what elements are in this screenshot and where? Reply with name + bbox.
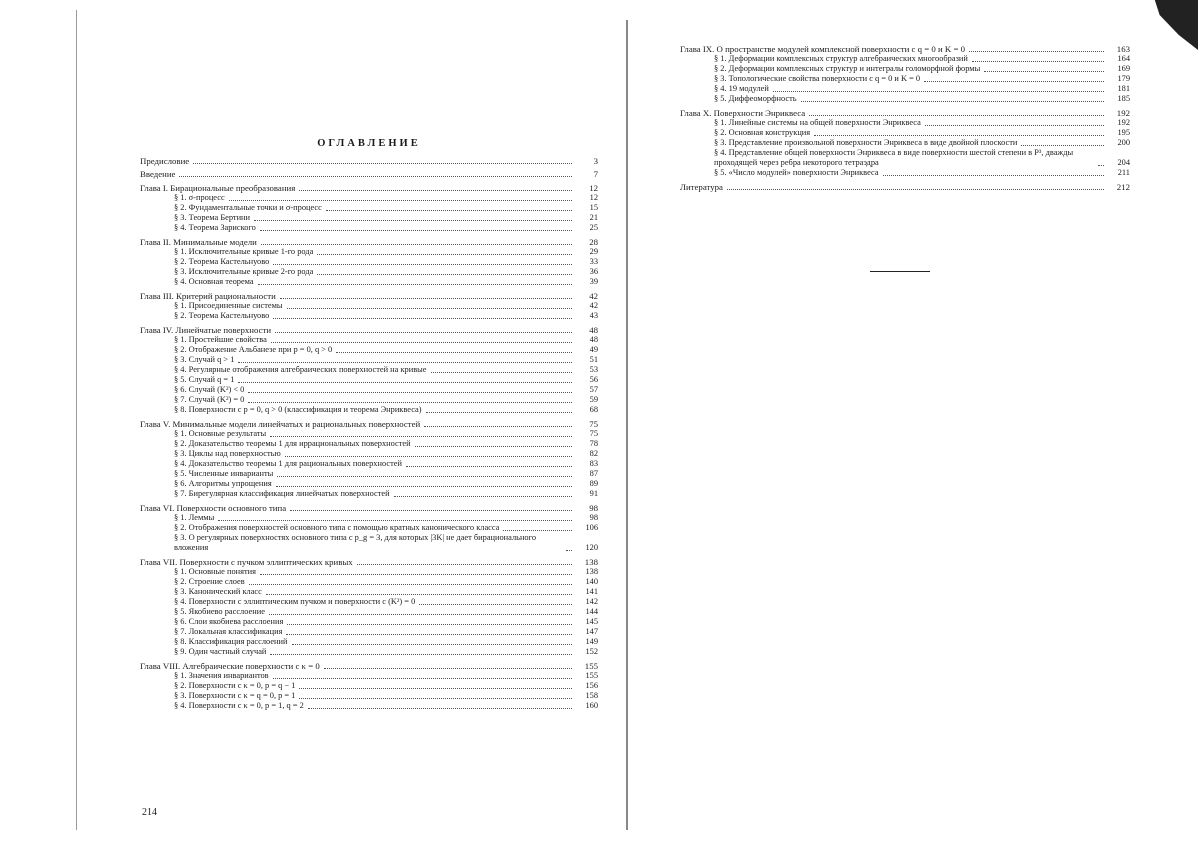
toc-section-entry bbox=[140, 567, 598, 577]
dot-leader bbox=[287, 624, 572, 625]
entry-page-number: 57 bbox=[589, 385, 598, 394]
entry-title: Глава VII. Поверхности с пучком эллиптических кривых bbox=[140, 557, 353, 567]
entry-title: § 2. Отображение Альбанезе при p = 0, q > 0 bbox=[174, 345, 333, 354]
dot-leader bbox=[415, 446, 572, 447]
dot-leader bbox=[287, 308, 572, 309]
entry-page-number: 15 bbox=[589, 203, 598, 212]
toc-section-entry bbox=[140, 267, 598, 277]
entry-page-number: 48 bbox=[589, 335, 598, 344]
entry-page-number: 53 bbox=[589, 365, 598, 374]
entry-page-number: 3 bbox=[593, 156, 598, 166]
dot-leader bbox=[925, 125, 1104, 126]
entry-page-number: 181 bbox=[1117, 84, 1130, 93]
dot-leader bbox=[249, 584, 572, 585]
toc-section-entry bbox=[140, 691, 598, 701]
entry-page-number: 39 bbox=[589, 277, 598, 286]
toc-section-entry bbox=[140, 385, 598, 395]
dot-leader bbox=[193, 163, 572, 164]
entry-title: § 2. Деформации комплексных структур и интегралы голоморфной формы bbox=[714, 64, 981, 73]
entry-page-number: 179 bbox=[1117, 74, 1130, 83]
entry-title: § 4. Доказательство теоремы 1 для рациональных поверхностей bbox=[174, 459, 402, 468]
entry-page-number: 21 bbox=[589, 213, 598, 222]
entry-title: Глава VIII. Алгебраические поверхности с κ = 0 bbox=[140, 661, 320, 671]
toc-chapter-entry bbox=[680, 108, 1130, 118]
toc-section-entry bbox=[140, 257, 598, 267]
entry-page-number: 98 bbox=[589, 503, 598, 513]
entry-page-number: 155 bbox=[585, 671, 598, 680]
dot-leader bbox=[266, 594, 572, 595]
entry-page-number: 83 bbox=[589, 459, 598, 468]
dot-leader bbox=[317, 274, 572, 275]
dot-leader bbox=[218, 520, 572, 521]
toc-section-entry bbox=[140, 395, 598, 405]
entry-page-number: 59 bbox=[589, 395, 598, 404]
entry-page-number: 48 bbox=[589, 325, 598, 335]
entry-page-number: 149 bbox=[585, 637, 598, 646]
entry-page-number: 192 bbox=[1116, 108, 1130, 118]
entry-page-number: 212 bbox=[1116, 182, 1130, 192]
entry-title: § 4. Поверхности с эллиптическим пучком и поверхности с (K²) = 0 bbox=[174, 597, 416, 606]
toc-section-entry bbox=[680, 118, 1130, 128]
dot-leader bbox=[972, 61, 1104, 62]
entry-page-number: 152 bbox=[585, 647, 598, 656]
entry-title: Введение bbox=[140, 169, 176, 179]
toc-section-entry bbox=[140, 335, 598, 345]
dot-leader bbox=[969, 51, 1104, 52]
toc-section-entry bbox=[140, 587, 598, 597]
toc-chapter-entry bbox=[140, 169, 598, 179]
toc-section-entry bbox=[140, 637, 598, 647]
entry-title: § 4. Теорема Зариского bbox=[174, 223, 256, 232]
entry-title: § 1. σ-процесс bbox=[174, 193, 225, 202]
entry-page-number: 120 bbox=[585, 543, 598, 552]
dot-leader bbox=[336, 352, 572, 353]
toc-section-entry bbox=[140, 533, 598, 553]
entry-title: § 2. Теорема Кастельнуово bbox=[174, 257, 270, 266]
toc-chapter-entry bbox=[140, 183, 598, 193]
scan-corner-mark bbox=[1150, 0, 1198, 50]
entry-page-number: 87 bbox=[589, 469, 598, 478]
dot-leader bbox=[984, 71, 1104, 72]
dot-leader bbox=[238, 382, 572, 383]
toc-chapter-entry bbox=[680, 44, 1130, 54]
dot-leader bbox=[727, 189, 1104, 190]
entry-page-number: 36 bbox=[589, 267, 598, 276]
dot-leader bbox=[357, 564, 572, 565]
toc-section-entry bbox=[140, 193, 598, 203]
entry-page-number: 204 bbox=[1117, 158, 1130, 167]
dot-leader bbox=[179, 176, 572, 177]
dot-leader bbox=[271, 342, 572, 343]
entry-title: § 2. Доказательство теоремы 1 для иррациональных поверхностей bbox=[174, 439, 411, 448]
entry-title: § 1. Леммы bbox=[174, 513, 215, 522]
entry-page-number: 138 bbox=[585, 567, 598, 576]
entry-title: § 6. Случай (K²) < 0 bbox=[174, 385, 245, 394]
toc-section-entry bbox=[140, 439, 598, 449]
entry-page-number: 158 bbox=[585, 691, 598, 700]
entry-title: § 1. Исключительные кривые 1-го рода bbox=[174, 247, 314, 256]
entry-title: § 6. Алгоритмы упрощения bbox=[174, 479, 272, 488]
entry-page-number: 91 bbox=[589, 489, 598, 498]
dot-leader bbox=[292, 644, 572, 645]
dot-leader bbox=[1021, 145, 1104, 146]
toc-section-entry bbox=[140, 647, 598, 657]
dot-leader bbox=[286, 634, 572, 635]
entry-page-number: 138 bbox=[584, 557, 598, 567]
entry-title: § 1. Простейшие свойства bbox=[174, 335, 267, 344]
entry-page-number: 141 bbox=[585, 587, 598, 596]
toc-chapter-entry bbox=[140, 503, 598, 513]
entry-page-number: 106 bbox=[585, 523, 598, 532]
entry-title: § 7. Локальная классификация bbox=[174, 627, 283, 636]
entry-title: Глава VI. Поверхности основного типа bbox=[140, 503, 287, 513]
toc-section-entry bbox=[680, 54, 1130, 64]
entry-page-number: 42 bbox=[589, 291, 598, 301]
dot-leader bbox=[773, 91, 1104, 92]
entry-title: § 3. Случай q > 1 bbox=[174, 355, 235, 364]
dot-leader bbox=[424, 426, 572, 427]
toc-chapter-entry bbox=[140, 291, 598, 301]
toc-section-entry bbox=[680, 64, 1130, 74]
entry-page-number: 28 bbox=[589, 237, 598, 247]
toc-section-entry bbox=[140, 617, 598, 627]
toc-section-entry bbox=[140, 355, 598, 365]
entry-page-number: 75 bbox=[589, 419, 598, 429]
entry-title: Глава III. Критерий рациональности bbox=[140, 291, 276, 301]
dot-leader bbox=[277, 476, 572, 477]
dot-leader bbox=[883, 175, 1104, 176]
toc-section-entry bbox=[140, 311, 598, 321]
toc-section-entry bbox=[140, 479, 598, 489]
dot-leader bbox=[299, 190, 572, 191]
toc-section-entry bbox=[140, 449, 598, 459]
toc-section-entry bbox=[140, 607, 598, 617]
entry-title: § 5. Диффеоморфность bbox=[714, 94, 797, 103]
toc-section-entry bbox=[140, 365, 598, 375]
toc-section-entry bbox=[140, 577, 598, 587]
entry-title: Литература bbox=[680, 182, 723, 192]
entry-title: § 4. Поверхности с κ = 0, p = 1, q = 2 bbox=[174, 701, 304, 710]
toc-section-entry bbox=[140, 277, 598, 287]
dot-leader bbox=[299, 698, 572, 699]
entry-page-number: 147 bbox=[585, 627, 598, 636]
entry-page-number: 200 bbox=[1117, 138, 1130, 147]
entry-page-number: 144 bbox=[585, 607, 598, 616]
toc-section-entry bbox=[140, 627, 598, 637]
dot-leader bbox=[299, 688, 572, 689]
toc-chapter-entry bbox=[140, 156, 598, 166]
toc-section-entry bbox=[140, 469, 598, 479]
toc-section-entry bbox=[140, 375, 598, 385]
entry-title: § 2. Поверхности с κ = 0, p = q − 1 bbox=[174, 681, 296, 690]
entry-title: § 5. «Число модулей» поверхности Энриквеса bbox=[714, 168, 879, 177]
dot-leader bbox=[290, 510, 572, 511]
dot-leader bbox=[229, 200, 572, 201]
toc-section-entry bbox=[140, 701, 598, 711]
toc-section-entry bbox=[140, 405, 598, 415]
entry-title: § 2. Отображения поверхностей основного типа с помощью кратных канонического класса bbox=[174, 523, 500, 532]
dot-leader bbox=[809, 115, 1104, 116]
dot-leader bbox=[273, 678, 572, 679]
dot-leader bbox=[273, 318, 572, 319]
entry-title: § 4. Регулярные отображения алгебраических поверхностей на кривые bbox=[174, 365, 427, 374]
entry-page-number: 163 bbox=[1116, 44, 1130, 54]
dot-leader bbox=[273, 264, 572, 265]
toc-chapter-entry bbox=[140, 237, 598, 247]
entry-title: § 2. Основная конструкция bbox=[714, 128, 811, 137]
dot-leader bbox=[248, 402, 572, 403]
entry-title: § 3. О регулярных поверхностях основного типа с p_g = 3, для которых |3K| не дает бирационального вложения bbox=[174, 533, 537, 552]
dot-leader bbox=[308, 708, 572, 709]
toc-section-entry bbox=[680, 168, 1130, 178]
entry-page-number: 185 bbox=[1117, 94, 1130, 103]
dot-leader bbox=[326, 210, 572, 211]
toc-section-entry bbox=[680, 84, 1130, 94]
entry-title: § 3. Топологические свойства поверхности с q = 0 и K = 0 bbox=[714, 74, 921, 83]
dot-leader bbox=[269, 614, 572, 615]
toc-section-entry bbox=[680, 94, 1130, 104]
entry-title: Глава I. Бирациональные преобразования bbox=[140, 183, 296, 193]
entry-page-number: 43 bbox=[589, 311, 598, 320]
entry-page-number: 169 bbox=[1117, 64, 1130, 73]
entry-title: § 1. Значения инвариантов bbox=[174, 671, 269, 680]
toc-section-entry bbox=[140, 247, 598, 257]
toc-section-entry bbox=[140, 345, 598, 355]
entry-title: § 7. Случай (K²) = 0 bbox=[174, 395, 245, 404]
dot-leader bbox=[270, 436, 572, 437]
entry-page-number: 140 bbox=[585, 577, 598, 586]
dot-leader bbox=[248, 392, 572, 393]
entry-title: § 8. Классификация расслоений bbox=[174, 637, 288, 646]
entry-title: § 6. Слои якобиева расслоения bbox=[174, 617, 284, 626]
toc-section-entry bbox=[680, 74, 1130, 84]
entry-title: Предисловие bbox=[140, 156, 190, 166]
dot-leader bbox=[324, 668, 572, 669]
scan-edge-left bbox=[76, 10, 77, 830]
entry-title: § 1. Деформации комплексных структур алгебраических многообразий bbox=[714, 54, 968, 63]
entry-title: § 2. Строение слоев bbox=[174, 577, 245, 586]
toc-chapter-entry bbox=[140, 557, 598, 567]
toc-section-entry bbox=[140, 597, 598, 607]
toc-section-entry bbox=[140, 523, 598, 533]
dot-leader bbox=[814, 135, 1104, 136]
entry-title: § 3. Циклы над поверхностью bbox=[174, 449, 281, 458]
entry-title: § 1. Основные результаты bbox=[174, 429, 267, 438]
dot-leader bbox=[258, 284, 572, 285]
dot-leader bbox=[260, 230, 572, 231]
dot-leader bbox=[431, 372, 573, 373]
entry-page-number: 78 bbox=[589, 439, 598, 448]
toc-heading: ОГЛАВЛЕНИЕ bbox=[317, 138, 421, 149]
entry-title: Глава IV. Линейчатые поверхности bbox=[140, 325, 272, 335]
toc-section-entry bbox=[680, 148, 1130, 168]
dot-leader bbox=[260, 574, 572, 575]
entry-page-number: 155 bbox=[584, 661, 598, 671]
dot-leader bbox=[270, 654, 572, 655]
toc-chapter-entry bbox=[140, 325, 598, 335]
right-page bbox=[680, 40, 1130, 192]
entry-title: Глава V. Минимальные модели линейчатых и рациональных поверхностей bbox=[140, 419, 421, 429]
entry-page-number: 51 bbox=[589, 355, 598, 364]
entry-page-number: 49 bbox=[589, 345, 598, 354]
entry-title: § 1. Присоединенные системы bbox=[174, 301, 283, 310]
entry-title: § 5. Случай q = 1 bbox=[174, 375, 235, 384]
dot-leader bbox=[394, 496, 572, 497]
entry-page-number: 12 bbox=[589, 183, 598, 193]
entry-title: § 8. Поверхности с p = 0, q > 0 (классификация и теорема Энриквеса) bbox=[174, 405, 422, 414]
toc-section-entry bbox=[140, 459, 598, 469]
toc-section-entry bbox=[140, 681, 598, 691]
dot-leader bbox=[285, 456, 572, 457]
entry-title: § 9. Один частный случай bbox=[174, 647, 267, 656]
end-rule bbox=[870, 271, 930, 272]
dot-leader bbox=[503, 530, 572, 531]
entry-page-number: 75 bbox=[589, 429, 598, 438]
toc-chapter-entry bbox=[680, 182, 1130, 192]
toc-chapter-entry bbox=[140, 661, 598, 671]
toc-list-right bbox=[680, 44, 1130, 192]
toc-section-entry bbox=[140, 489, 598, 499]
entry-page-number: 25 bbox=[589, 223, 598, 232]
toc-section-entry bbox=[140, 671, 598, 681]
entry-title: Глава II. Минимальные модели bbox=[140, 237, 257, 247]
entry-page-number: 82 bbox=[589, 449, 598, 458]
entry-page-number: 192 bbox=[1117, 118, 1130, 127]
left-page bbox=[140, 138, 598, 711]
entry-title: § 5. Якобиево расслоение bbox=[174, 607, 265, 616]
entry-page-number: 42 bbox=[589, 301, 598, 310]
toc-section-entry bbox=[140, 513, 598, 523]
dot-leader bbox=[275, 332, 572, 333]
toc-list-left bbox=[140, 156, 598, 711]
entry-page-number: 89 bbox=[589, 479, 598, 488]
scan-gutter-line bbox=[626, 20, 628, 830]
dot-leader bbox=[1098, 165, 1104, 166]
dot-leader bbox=[801, 101, 1104, 102]
entry-title: § 3. Представление произвольной поверхности Энриквеса в виде двойной плоскости bbox=[714, 138, 1018, 147]
entry-page-number: 68 bbox=[589, 405, 598, 414]
toc-section-entry bbox=[680, 138, 1130, 148]
entry-title: Глава X. Поверхности Энриквеса bbox=[680, 108, 806, 118]
dot-leader bbox=[566, 550, 572, 551]
entry-page-number: 195 bbox=[1117, 128, 1130, 137]
dot-leader bbox=[254, 220, 572, 221]
toc-section-entry bbox=[680, 128, 1130, 138]
entry-title: § 1. Линейные системы на общей поверхности Энриквеса bbox=[714, 118, 921, 127]
dot-leader bbox=[261, 244, 572, 245]
dot-leader bbox=[280, 298, 572, 299]
dot-leader bbox=[924, 81, 1104, 82]
entry-title: § 3. Исключительные кривые 2-го рода bbox=[174, 267, 314, 276]
entry-page-number: 156 bbox=[585, 681, 598, 690]
dot-leader bbox=[406, 466, 572, 467]
toc-chapter-entry bbox=[140, 419, 598, 429]
entry-title: § 3. Теорема Бертини bbox=[174, 213, 251, 222]
entry-page-number: 98 bbox=[589, 513, 598, 522]
entry-title: § 3. Канонический класс bbox=[174, 587, 262, 596]
entry-page-number: 7 bbox=[593, 169, 598, 179]
entry-page-number: 211 bbox=[1117, 168, 1130, 177]
dot-leader bbox=[426, 412, 572, 413]
toc-section-entry bbox=[140, 429, 598, 439]
toc-section-entry bbox=[140, 223, 598, 233]
dot-leader bbox=[276, 486, 572, 487]
toc-section-entry bbox=[140, 203, 598, 213]
entry-page-number: 12 bbox=[589, 193, 598, 202]
entry-title: Глава IX. О пространстве модулей комплексной поверхности с q = 0 и K = 0 bbox=[680, 44, 966, 54]
entry-page-number: 164 bbox=[1117, 54, 1130, 63]
entry-title: § 4. Представление общей поверхности Энриквеса в виде поверхности шестой степени в P³, дважды проходящей через ребра некоторого тетраэдра bbox=[714, 148, 1074, 167]
entry-title: § 1. Основные понятия bbox=[174, 567, 256, 576]
entry-title: § 2. Фундаментальные точки и σ-процесс bbox=[174, 203, 322, 212]
entry-title: § 5. Численные инварианты bbox=[174, 469, 274, 478]
entry-page-number: 33 bbox=[589, 257, 598, 266]
entry-page-number: 142 bbox=[585, 597, 598, 606]
entry-title: § 4. 19 модулей bbox=[714, 84, 769, 93]
page-number: 214 bbox=[142, 807, 157, 818]
toc-section-entry bbox=[140, 213, 598, 223]
entry-page-number: 160 bbox=[585, 701, 598, 710]
toc-section-entry bbox=[140, 301, 598, 311]
entry-page-number: 145 bbox=[585, 617, 598, 626]
dot-leader bbox=[419, 604, 572, 605]
entry-title: § 7. Бирегулярная классификация линейчатых поверхностей bbox=[174, 489, 390, 498]
entry-title: § 4. Основная теорема bbox=[174, 277, 254, 286]
dot-leader bbox=[238, 362, 572, 363]
entry-page-number: 29 bbox=[589, 247, 598, 256]
entry-page-number: 56 bbox=[589, 375, 598, 384]
entry-title: § 2. Теорема Кастельнуово bbox=[174, 311, 270, 320]
entry-title: § 3. Поверхности с κ = q = 0, p = 1 bbox=[174, 691, 296, 700]
dot-leader bbox=[317, 254, 572, 255]
